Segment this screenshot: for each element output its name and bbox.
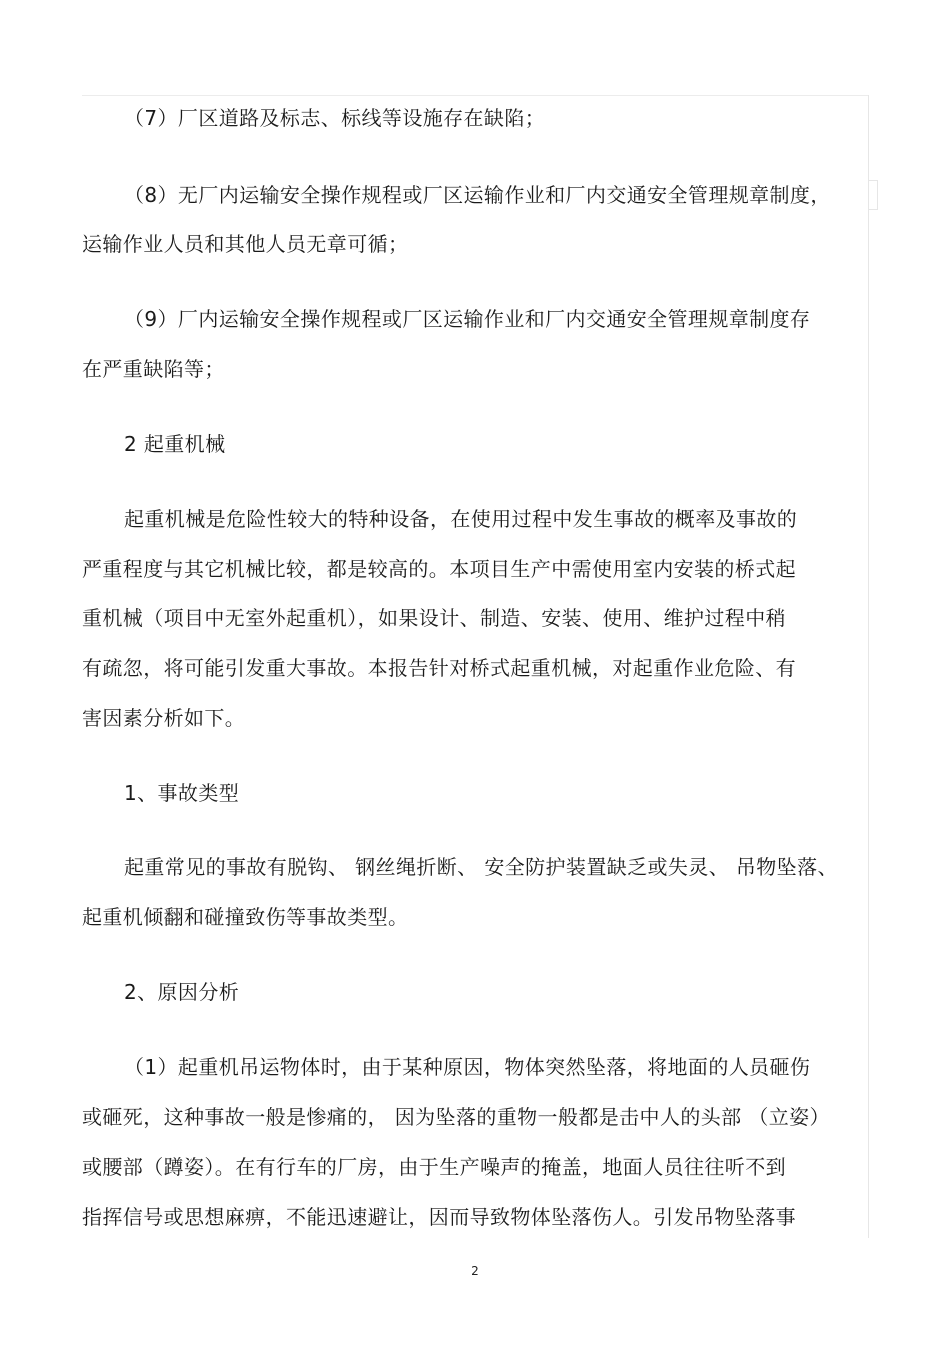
page-frame-right-line bbox=[868, 95, 869, 1238]
subheading-cause-analysis: 2、原因分析 bbox=[124, 980, 240, 1004]
page-frame-top-line bbox=[82, 95, 868, 96]
page-frame-tab bbox=[868, 180, 878, 210]
paragraph-accident-types-line-1: 起重常见的事故有脱钩、 钢丝绳折断、 安全防护装置缺乏或失灵、 吊物坠落、 bbox=[124, 855, 838, 879]
paragraph-crane-line-3: 重机械（项目中无室外起重机），如果设计、制造、安装、使用、维护过程中稍 bbox=[82, 606, 786, 630]
paragraph-crane-line-4: 有疏忽，将可能引发重大事故。本报告针对桥式起重机械，对起重作业危险、有 bbox=[82, 656, 796, 680]
paragraph-crane-line-2: 严重程度与其它机械比较，都是较高的。本项目生产中需使用室内安装的桥式起 bbox=[82, 557, 796, 581]
paragraph-cause-1-line-3: 或腰部（蹲姿）。在有行车的厂房，由于生产噪声的掩盖，地面人员往往听不到 bbox=[82, 1155, 786, 1179]
paragraph-crane-line-5: 害因素分析如下。 bbox=[82, 706, 246, 730]
item-8-line-1: （8）无厂内运输安全操作规程或厂区运输作业和厂内交通安全管理规章制度， bbox=[124, 183, 831, 207]
paragraph-cause-1-line-2: 或砸死，这种事故一般是惨痛的， 因为坠落的重物一般都是击中人的头部 （立姿） bbox=[82, 1105, 830, 1129]
item-8-line-2: 运输作业人员和其他人员无章可循； bbox=[82, 232, 409, 256]
paragraph-cause-1-line-1: （1）起重机吊运物体时，由于某种原因，物体突然坠落，将地面的人员砸伤 bbox=[124, 1055, 811, 1079]
section-heading-crane: 2 起重机械 bbox=[124, 432, 226, 456]
paragraph-cause-1-line-4: 指挥信号或思想麻痹，不能迅速避让，因而导致物体坠落伤人。引发吊物坠落事 bbox=[82, 1205, 796, 1229]
item-7-line-1: （7）厂区道路及标志、标线等设施存在缺陷； bbox=[124, 106, 546, 130]
item-9-line-2: 在严重缺陷等； bbox=[82, 357, 225, 381]
item-9-line-1: （9）厂内运输安全操作规程或厂区运输作业和厂内交通安全管理规章制度存 bbox=[124, 307, 811, 331]
subheading-accident-types: 1、事故类型 bbox=[124, 781, 240, 805]
paragraph-accident-types-line-2: 起重机倾翻和碰撞致伤等事故类型。 bbox=[82, 905, 409, 929]
paragraph-crane-line-1: 起重机械是危险性较大的特种设备，在使用过程中发生事故的概率及事故的 bbox=[124, 507, 798, 531]
page-number: 2 bbox=[471, 1264, 479, 1278]
